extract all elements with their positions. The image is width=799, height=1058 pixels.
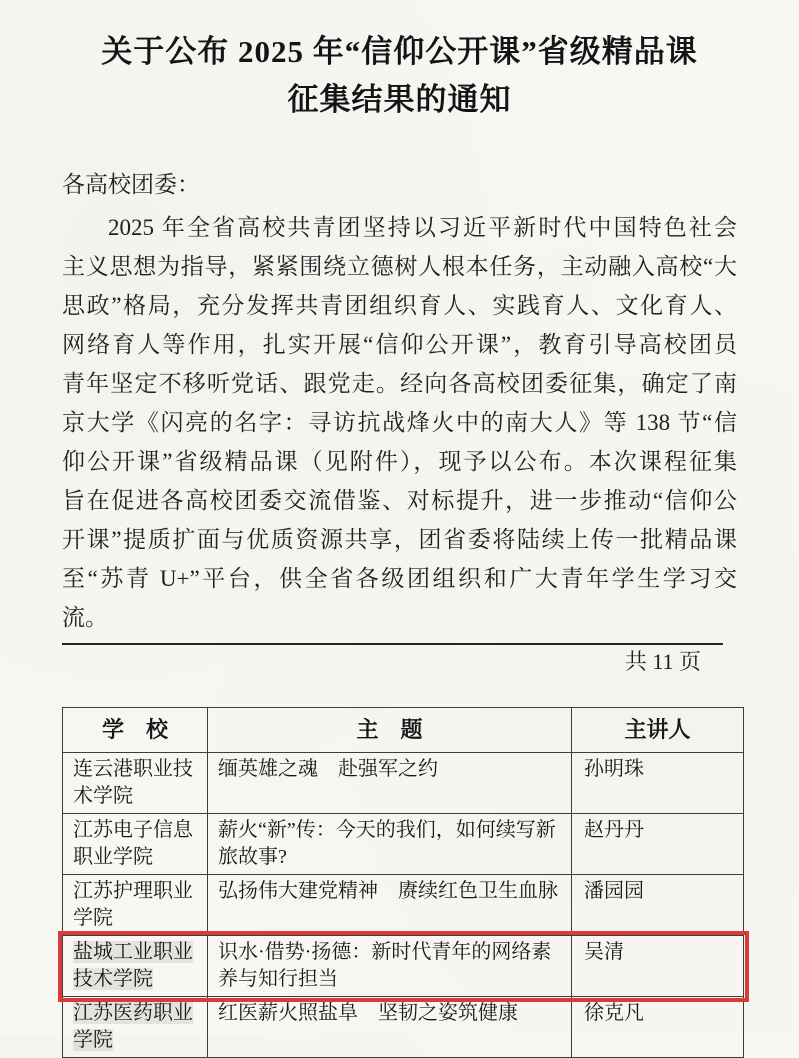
notice-title-line2: 征集结果的通知	[287, 82, 512, 117]
body-line: 开课”提质扩面与优质资源共享，团省委将陆续上传一批精品课	[62, 527, 737, 552]
body-line: 仰公开课”省级精品课（见附件），现予以公布。本次课程征集	[62, 449, 737, 474]
table-row-highlighted	[63, 936, 744, 997]
school-cell-text: 盐城工业职业技术学院	[73, 941, 193, 990]
body-line: 流。	[62, 605, 108, 630]
notice-title	[62, 28, 737, 124]
table-header-row	[63, 708, 744, 753]
body-line: 至“苏青 U+”平台，供全省各级团组织和广大青年学生学习交	[62, 566, 737, 591]
speaker-cell: 赵丹丹	[572, 814, 744, 875]
theme-cell: 弘扬伟大建党精神 赓续红色卫生血脉	[208, 875, 572, 936]
body-line: 主义思想为指导，紧紧围绕立德树人根本任务，主动融入高校“大	[62, 254, 737, 279]
notice-body	[62, 208, 737, 637]
speaker-cell: 孙明珠	[572, 753, 744, 814]
column-header-speaker: 主讲人	[572, 708, 744, 753]
school-cell	[63, 936, 208, 997]
notice-title-line1: 关于公布 2025 年“信仰公开课”省级精品课	[101, 34, 698, 69]
table-row	[63, 814, 744, 875]
body-line: 青年坚定不移听党话、跟党走。经向各高校团委征集，确定了南	[62, 371, 737, 396]
body-line: 京大学《闪亮的名字：寻访抗战烽火中的南大人》等 138 节“信	[62, 410, 737, 435]
course-table	[62, 707, 744, 1058]
salutation: 各高校团委：	[62, 172, 200, 197]
school-cell: 江苏电子信息职业学院	[63, 814, 208, 875]
column-header-theme: 主 题	[208, 708, 572, 753]
column-header-school: 学 校	[63, 708, 208, 753]
speaker-cell: 徐克凡	[572, 997, 744, 1058]
school-cell: 江苏护理职业学院	[63, 875, 208, 936]
speaker-cell: 潘园园	[572, 875, 744, 936]
theme-cell: 识水·借势·扬德：新时代青年的网络素养与知行担当	[208, 936, 572, 997]
theme-cell: 红医薪火照盐阜 坚韧之姿筑健康	[208, 997, 572, 1058]
school-cell	[63, 997, 208, 1058]
theme-cell: 薪火“新”传：今天的我们，如何续写新旅故事?	[208, 814, 572, 875]
speaker-cell: 吴清	[572, 936, 744, 997]
theme-cell: 缅英雄之魂 赴强军之约	[208, 753, 572, 814]
body-line: 思政”格局，充分发挥共青团组织育人、实践育人、文化育人、	[62, 293, 737, 318]
body-line: 旨在促进各高校团委交流借鉴、对标提升，进一步推动“信仰公	[62, 488, 737, 513]
course-table-wrap	[62, 707, 737, 1058]
body-line: 2025 年全省高校共青团坚持以习近平新时代中国特色社会	[108, 215, 737, 240]
table-row	[63, 997, 744, 1058]
body-line: 网络育人等作用，扎实开展“信仰公开课”，教育引导高校团员	[62, 332, 737, 357]
school-cell: 连云港职业技术学院	[63, 753, 208, 814]
table-row	[63, 875, 744, 936]
table-row	[63, 753, 744, 814]
school-cell-text: 江苏医药职业学院	[73, 1002, 193, 1051]
page-count: 共 11 页	[624, 649, 701, 674]
